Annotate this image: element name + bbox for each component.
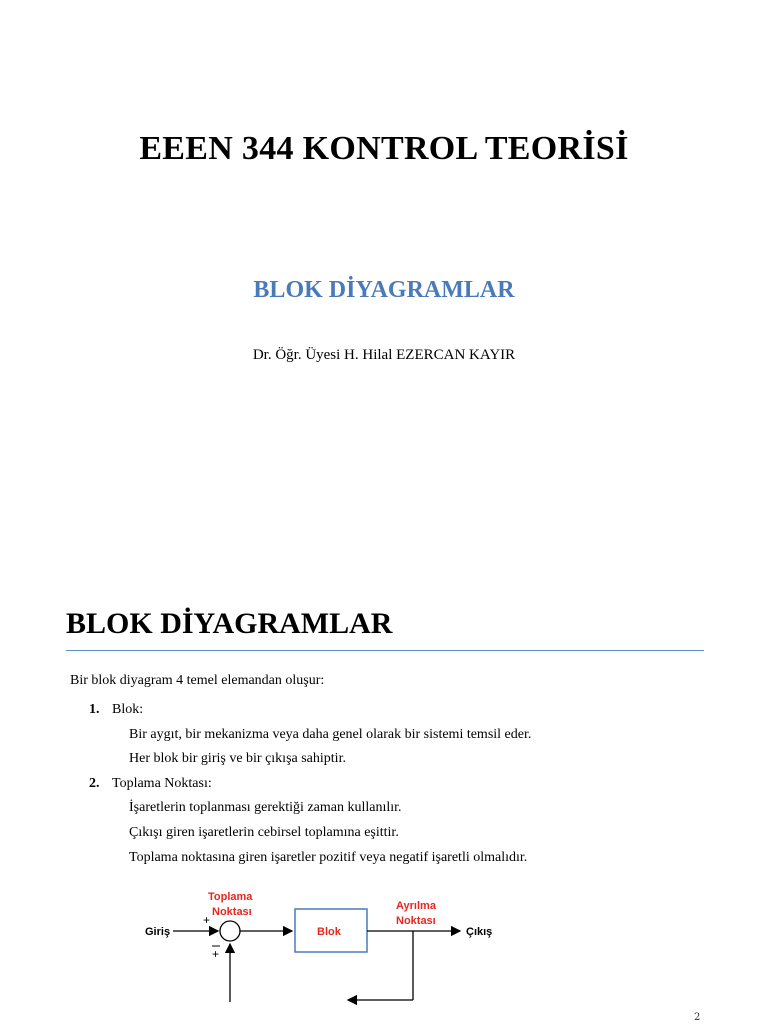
document-title: EEEN 344 KONTROL TEORİSİ: [139, 130, 629, 167]
summing-junction: [220, 921, 240, 941]
list-item-label-2: Toplama Noktası:: [112, 776, 212, 791]
list-item-line: İşaretlerin toplanması gerektiği zaman kullanılır.: [129, 800, 402, 815]
list-item-line: Her blok bir giriş ve bir çıkışa sahiptir.: [129, 751, 346, 766]
document-subtitle: BLOK DİYAGRAMLAR: [253, 277, 515, 303]
branch-point-label: Noktası: [396, 915, 436, 927]
branch-point-label: Ayrılma: [396, 900, 436, 912]
section-divider: [66, 650, 704, 651]
input-label: Giriş: [145, 926, 171, 938]
page-number: 2: [694, 1012, 701, 1023]
block-label: Blok: [317, 926, 341, 938]
list-item-label-1: Blok:: [112, 702, 144, 717]
minus-sign: +: [212, 947, 220, 961]
intro-text: Bir blok diyagram 4 temel elemandan oluşur:: [70, 673, 325, 688]
summing-point-label: Noktası: [212, 906, 252, 918]
list-item-line: Bir aygıt, bir mekanizma veya daha genel olarak bir sistemi temsil eder.: [129, 727, 532, 742]
author-name: Dr. Öğr. Üyesi H. Hilal EZERCAN KAYIR: [252, 347, 516, 363]
plus-sign: +: [203, 913, 211, 927]
list-number-1: 1.: [89, 702, 100, 717]
output-label: Çıkış: [466, 926, 493, 938]
list-item-line: Çıkışı giren işaretlerin cebirsel toplamına eşittir.: [129, 825, 399, 840]
block-diagram: [130, 880, 510, 1020]
list-number-2: 2.: [89, 776, 100, 791]
summing-point-label: Toplama: [208, 891, 253, 903]
list-item-line: Toplama noktasına giren işaretler pozitif veya negatif işaretli olmalıdır.: [129, 850, 528, 865]
section-heading: BLOK DİYAGRAMLAR: [66, 607, 393, 640]
